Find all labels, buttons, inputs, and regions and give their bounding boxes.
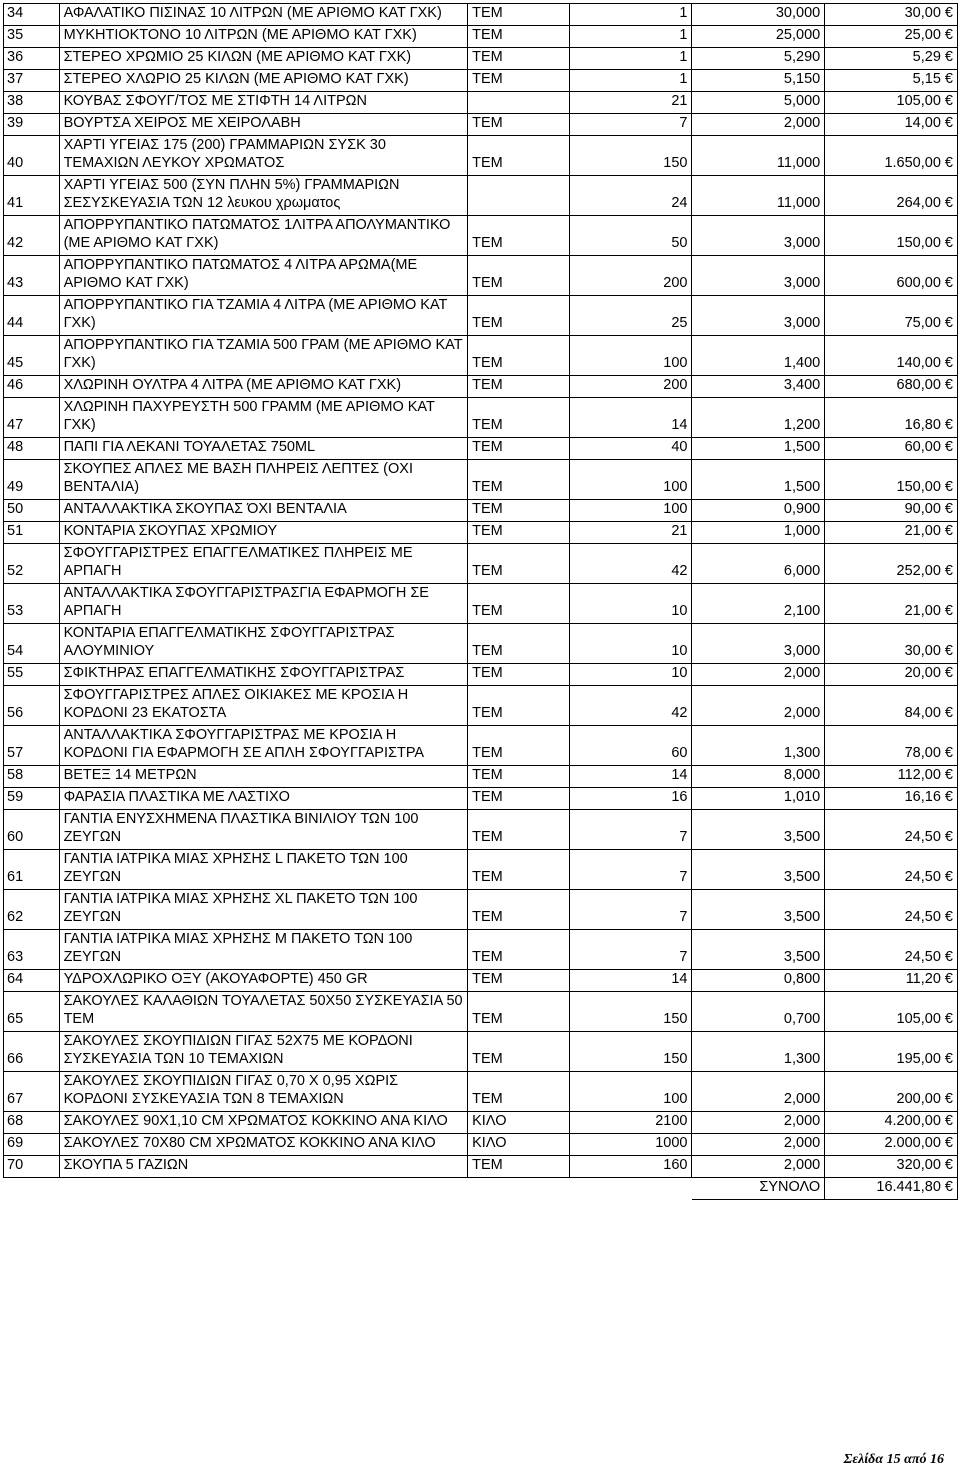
item-quantity: 10 bbox=[570, 664, 692, 686]
item-quantity: 100 bbox=[570, 460, 692, 500]
table-row bbox=[4, 664, 958, 686]
table-row bbox=[4, 890, 958, 930]
item-unit: ΤΕΜ bbox=[468, 48, 570, 70]
item-description: ΣΚΟΥΠΕΣ ΑΠΛΕΣ ΜΕ ΒΑΣΗ ΠΛΗΡΕΙΣ ΛΕΠΤΕΣ (ΟΧΙ ΒΕΝΤΑΛΙΑ) bbox=[59, 460, 468, 500]
item-quantity: 21 bbox=[570, 92, 692, 114]
item-total: 84,00 € bbox=[825, 686, 958, 726]
item-unit-price: 2,100 bbox=[692, 584, 825, 624]
table-row bbox=[4, 398, 958, 438]
table-row bbox=[4, 216, 958, 256]
item-description: ΣΦΟΥΓΓΑΡΙΣΤΡΕΣ ΑΠΛΕΣ ΟΙΚΙΑΚΕΣ ΜΕ ΚΡΟΣΙΑ Η ΚΟΡΔΟΝΙ 23 ΕΚΑΤΟΣΤΑ bbox=[59, 686, 468, 726]
item-description: ΑΝΤΑΛΛΑΚΤΙΚΑ ΣΦΟΥΓΓΑΡΙΣΤΡΑΣΓΙΑ ΕΦΑΡΜΟΓΗ ΣΕ ΑΡΠΑΓΗ bbox=[59, 584, 468, 624]
table-row bbox=[4, 522, 958, 544]
item-unit: ΤΕΜ bbox=[468, 376, 570, 398]
item-description: ΣΑΚΟΥΛΕΣ ΚΑΛΑΘΙΩΝ ΤΟΥΑΛΕΤΑΣ 50Χ50 ΣΥΣΚΕΥΑΣΙΑ 50 ΤΕΜ bbox=[59, 992, 468, 1032]
item-description: ΣΑΚΟΥΛΕΣ 70Χ80 CM ΧΡΩΜΑΤΟΣ ΚΟΚΚΙΝΟ ΑΝΑ ΚΙΛΟ bbox=[59, 1134, 468, 1156]
item-description: ΒΕΤΕΞ 14 ΜΕΤΡΩΝ bbox=[59, 766, 468, 788]
item-unit: ΤΕΜ bbox=[468, 930, 570, 970]
item-description: ΑΠΟΡΡΥΠΑΝΤΙΚΟ ΓΙΑ ΤΖΑΜΙΑ 4 ΛΙΤΡΑ (ΜΕ ΑΡΙΘΜΟ ΚΑΤ ΓΧΚ) bbox=[59, 296, 468, 336]
table-row bbox=[4, 970, 958, 992]
table-row bbox=[4, 584, 958, 624]
item-number: 44 bbox=[4, 296, 60, 336]
item-description: ΦΑΡΑΣΙΑ ΠΛΑΣΤΙΚΑ ΜΕ ΛΑΣΤΙΧΟ bbox=[59, 788, 468, 810]
table-row bbox=[4, 788, 958, 810]
item-unit-price: 1,200 bbox=[692, 398, 825, 438]
item-description: ΑΠΟΡΡΥΠΑΝΤΙΚΟ ΠΑΤΩΜΑΤΟΣ 1ΛΙΤΡΑ ΑΠΟΛΥΜΑΝΤΙΚΟ (ΜΕ ΑΡΙΘΜΟ ΚΑΤ ΓΧΚ) bbox=[59, 216, 468, 256]
item-number: 43 bbox=[4, 256, 60, 296]
item-number: 35 bbox=[4, 26, 60, 48]
item-number: 50 bbox=[4, 500, 60, 522]
table-row bbox=[4, 1112, 958, 1134]
item-number: 55 bbox=[4, 664, 60, 686]
item-quantity: 10 bbox=[570, 624, 692, 664]
item-unit: ΤΕΜ bbox=[468, 788, 570, 810]
item-description: ΥΔΡΟΧΛΩΡΙΚΟ ΟΞΥ (ΑΚΟΥΑΦΟΡΤΕ) 450 GR bbox=[59, 970, 468, 992]
item-quantity: 150 bbox=[570, 136, 692, 176]
item-unit: ΤΕΜ bbox=[468, 726, 570, 766]
item-description: ΣΑΚΟΥΛΕΣ 90Χ1,10 CM ΧΡΩΜΑΤΟΣ ΚΟΚΚΙΝΟ ΑΝΑ ΚΙΛΟ bbox=[59, 1112, 468, 1134]
item-quantity: 24 bbox=[570, 176, 692, 216]
item-unit: ΤΕΜ bbox=[468, 70, 570, 92]
item-quantity: 14 bbox=[570, 766, 692, 788]
item-total: 2.000,00 € bbox=[825, 1134, 958, 1156]
item-description: ΣΦΙΚΤΗΡΑΣ ΕΠΑΓΓΕΛΜΑΤΙΚΗΣ ΣΦΟΥΓΓΑΡΙΣΤΡΑΣ bbox=[59, 664, 468, 686]
item-unit-price: 2,000 bbox=[692, 664, 825, 686]
item-total: 16,16 € bbox=[825, 788, 958, 810]
item-quantity: 10 bbox=[570, 584, 692, 624]
item-description: ΜΥΚΗΤΙΟΚΤΟΝΟ 10 ΛΙΤΡΩΝ (ΜΕ ΑΡΙΘΜΟ ΚΑΤ ΓΧΚ) bbox=[59, 26, 468, 48]
item-unit-price: 1,400 bbox=[692, 336, 825, 376]
item-unit: ΤΕΜ bbox=[468, 296, 570, 336]
item-quantity: 1 bbox=[570, 70, 692, 92]
table-row bbox=[4, 500, 958, 522]
item-total: 150,00 € bbox=[825, 216, 958, 256]
item-number: 34 bbox=[4, 4, 60, 26]
item-total: 24,50 € bbox=[825, 930, 958, 970]
item-unit: ΤΕΜ bbox=[468, 1156, 570, 1178]
item-unit: ΤΕΜ bbox=[468, 398, 570, 438]
item-number: 63 bbox=[4, 930, 60, 970]
item-number: 56 bbox=[4, 686, 60, 726]
item-total: 5,15 € bbox=[825, 70, 958, 92]
item-number: 54 bbox=[4, 624, 60, 664]
item-quantity: 1 bbox=[570, 4, 692, 26]
item-unit-price: 6,000 bbox=[692, 544, 825, 584]
item-quantity: 7 bbox=[570, 850, 692, 890]
total-value: 16.441,80 € bbox=[825, 1178, 958, 1200]
item-number: 46 bbox=[4, 376, 60, 398]
table-row bbox=[4, 336, 958, 376]
table-row bbox=[4, 438, 958, 460]
item-total: 90,00 € bbox=[825, 500, 958, 522]
item-number: 48 bbox=[4, 438, 60, 460]
item-unit: ΤΕΜ bbox=[468, 256, 570, 296]
item-description: ΑΠΟΡΡΥΠΑΝΤΙΚΟ ΓΙΑ ΤΖΑΜΙΑ 500 ΓΡΑΜ (ΜΕ ΑΡΙΘΜΟ ΚΑΤ ΓΧΚ) bbox=[59, 336, 468, 376]
item-quantity: 200 bbox=[570, 256, 692, 296]
item-unit-price: 3,500 bbox=[692, 930, 825, 970]
item-number: 51 bbox=[4, 522, 60, 544]
item-description: ΣΤΕΡΕΟ ΧΛΩΡΙΟ 25 ΚΙΛΩΝ (ΜΕ ΑΡΙΘΜΟ ΚΑΤ ΓΧΚ) bbox=[59, 70, 468, 92]
item-unit-price: 2,000 bbox=[692, 114, 825, 136]
item-total: 150,00 € bbox=[825, 460, 958, 500]
item-unit: ΤΕΜ bbox=[468, 992, 570, 1032]
item-total: 16,80 € bbox=[825, 398, 958, 438]
item-number: 68 bbox=[4, 1112, 60, 1134]
item-number: 70 bbox=[4, 1156, 60, 1178]
item-quantity: 200 bbox=[570, 376, 692, 398]
table-row bbox=[4, 296, 958, 336]
item-unit-price: 3,400 bbox=[692, 376, 825, 398]
item-unit: ΤΕΜ bbox=[468, 216, 570, 256]
item-unit: ΤΕΜ bbox=[468, 970, 570, 992]
item-unit-price: 3,000 bbox=[692, 296, 825, 336]
table-row bbox=[4, 1072, 958, 1112]
item-total: 320,00 € bbox=[825, 1156, 958, 1178]
item-unit-price: 2,000 bbox=[692, 1156, 825, 1178]
item-description: ΓΑΝΤΙΑ ΕΝΥΣΧΗΜΕΝΑ ΠΛΑΣΤΙΚΑ ΒΙΝΙΛΙΟΥ ΤΩΝ 100 ΖΕΥΓΩΝ bbox=[59, 810, 468, 850]
item-unit: ΤΕΜ bbox=[468, 664, 570, 686]
table-row bbox=[4, 376, 958, 398]
item-quantity: 25 bbox=[570, 296, 692, 336]
item-quantity: 100 bbox=[570, 336, 692, 376]
table-row bbox=[4, 256, 958, 296]
item-number: 42 bbox=[4, 216, 60, 256]
item-total: 24,50 € bbox=[825, 810, 958, 850]
item-unit-price: 8,000 bbox=[692, 766, 825, 788]
item-unit bbox=[468, 176, 570, 216]
item-description: ΣΑΚΟΥΛΕΣ ΣΚΟΥΠΙΔΙΩΝ ΓΙΓΑΣ 0,70 Χ 0,95 ΧΩΡΙΣ ΚΟΡΔΟΝΙ ΣΥΣΚΕΥΑΣΙΑ ΤΩΝ 8 ΤΕΜΑΧΙΩΝ bbox=[59, 1072, 468, 1112]
item-total: 5,29 € bbox=[825, 48, 958, 70]
item-unit: ΤΕΜ bbox=[468, 114, 570, 136]
item-quantity: 150 bbox=[570, 1032, 692, 1072]
item-number: 40 bbox=[4, 136, 60, 176]
item-unit: ΤΕΜ bbox=[468, 766, 570, 788]
item-unit-price: 3,500 bbox=[692, 890, 825, 930]
table-row bbox=[4, 1156, 958, 1178]
item-unit-price: 2,000 bbox=[692, 1072, 825, 1112]
item-number: 41 bbox=[4, 176, 60, 216]
item-unit-price: 2,000 bbox=[692, 1134, 825, 1156]
items-table-body bbox=[4, 4, 958, 1178]
item-total: 680,00 € bbox=[825, 376, 958, 398]
item-unit: ΤΕΜ bbox=[468, 522, 570, 544]
item-total: 14,00 € bbox=[825, 114, 958, 136]
item-number: 57 bbox=[4, 726, 60, 766]
page-number: Σελίδα 15 από 16 bbox=[843, 1452, 944, 1467]
item-total: 21,00 € bbox=[825, 584, 958, 624]
item-unit-price: 3,500 bbox=[692, 850, 825, 890]
item-unit: ΚΙΛΟ bbox=[468, 1134, 570, 1156]
table-row bbox=[4, 136, 958, 176]
item-unit: ΤΕΜ bbox=[468, 850, 570, 890]
item-quantity: 16 bbox=[570, 788, 692, 810]
item-description: ΒΟΥΡΤΣΑ ΧΕΙΡΟΣ ΜΕ ΧΕΙΡΟΛΑΒΗ bbox=[59, 114, 468, 136]
item-unit-price: 30,000 bbox=[692, 4, 825, 26]
item-description: ΑΠΟΡΡΥΠΑΝΤΙΚΟ ΠΑΤΩΜΑΤΟΣ 4 ΛΙΤΡΑ ΑΡΩΜΑ(ΜΕ ΑΡΙΘΜΟ ΚΑΤ ΓΧΚ) bbox=[59, 256, 468, 296]
item-description: ΑΦΑΛΑΤΙΚΟ ΠΙΣΙΝΑΣ 10 ΛΙΤΡΩΝ (ΜΕ ΑΡΙΘΜΟ ΚΑΤ ΓΧΚ) bbox=[59, 4, 468, 26]
item-description: ΑΝΤΑΛΛΑΚΤΙΚΑ ΣΦΟΥΓΓΑΡΙΣΤΡΑΣ ΜΕ ΚΡΟΣΙΑ Η ΚΟΡΔΟΝΙ ΓΙΑ ΕΦΑΡΜΟΓΗ ΣΕ ΑΠΛΗ ΣΦΟΥΓΓΑΡΙΣΤΡΑ bbox=[59, 726, 468, 766]
item-unit: ΚΙΛΟ bbox=[468, 1112, 570, 1134]
item-number: 66 bbox=[4, 1032, 60, 1072]
item-number: 67 bbox=[4, 1072, 60, 1112]
item-quantity: 7 bbox=[570, 930, 692, 970]
item-description: ΓΑΝΤΙΑ ΙΑΤΡΙΚΑ ΜΙΑΣ ΧΡΗΣΗΣ L ΠΑΚΕΤΟ ΤΩΝ 100 ΖΕΥΓΩΝ bbox=[59, 850, 468, 890]
item-unit: ΤΕΜ bbox=[468, 1032, 570, 1072]
item-description: ΧΛΩΡΙΝΗ ΟΥΛΤΡΑ 4 ΛΙΤΡΑ (ΜΕ ΑΡΙΘΜΟ ΚΑΤ ΓΧΚ) bbox=[59, 376, 468, 398]
item-unit-price: 3,500 bbox=[692, 810, 825, 850]
item-unit-price: 5,290 bbox=[692, 48, 825, 70]
item-total: 24,50 € bbox=[825, 850, 958, 890]
table-row bbox=[4, 850, 958, 890]
item-number: 62 bbox=[4, 890, 60, 930]
table-row bbox=[4, 686, 958, 726]
item-unit: ΤΕΜ bbox=[468, 4, 570, 26]
item-description: ΧΑΡΤΙ ΥΓΕΙΑΣ 175 (200) ΓΡΑΜΜΑΡΙΩΝ ΣΥΣΚ 30 ΤΕΜΑΧΙΩΝ ΛΕΥΚΟΥ ΧΡΩΜΑΤΟΣ bbox=[59, 136, 468, 176]
item-unit: ΤΕΜ bbox=[468, 1072, 570, 1112]
item-unit-price: 0,800 bbox=[692, 970, 825, 992]
item-unit-price: 0,700 bbox=[692, 992, 825, 1032]
item-unit-price: 25,000 bbox=[692, 26, 825, 48]
item-quantity: 1 bbox=[570, 48, 692, 70]
item-total: 140,00 € bbox=[825, 336, 958, 376]
item-unit-price: 2,000 bbox=[692, 686, 825, 726]
item-total: 195,00 € bbox=[825, 1032, 958, 1072]
table-row bbox=[4, 726, 958, 766]
item-unit: ΤΕΜ bbox=[468, 686, 570, 726]
item-unit-price: 1,500 bbox=[692, 460, 825, 500]
item-number: 59 bbox=[4, 788, 60, 810]
items-table bbox=[3, 3, 958, 1200]
item-quantity: 14 bbox=[570, 398, 692, 438]
item-unit: ΤΕΜ bbox=[468, 544, 570, 584]
item-unit: ΤΕΜ bbox=[468, 890, 570, 930]
item-unit-price: 2,000 bbox=[692, 1112, 825, 1134]
item-description: ΓΑΝΤΙΑ ΙΑΤΡΙΚΑ ΜΙΑΣ ΧΡΗΣΗΣ Μ ΠΑΚΕΤΟ ΤΩΝ 100 ΖΕΥΓΩΝ bbox=[59, 930, 468, 970]
item-unit: ΤΕΜ bbox=[468, 624, 570, 664]
item-description: ΠΑΠΙ ΓΙΑ ΛΕΚΑΝΙ ΤΟΥΑΛΕΤΑΣ 750ML bbox=[59, 438, 468, 460]
table-row bbox=[4, 4, 958, 26]
item-quantity: 40 bbox=[570, 438, 692, 460]
item-unit: ΤΕΜ bbox=[468, 336, 570, 376]
table-row bbox=[4, 1134, 958, 1156]
item-description: ΚΟΝΤΑΡΙΑ ΕΠΑΓΓΕΛΜΑΤΙΚΗΣ ΣΦΟΥΓΓΑΡΙΣΤΡΑΣ ΑΛΟΥΜΙΝΙΟΥ bbox=[59, 624, 468, 664]
table-row bbox=[4, 460, 958, 500]
item-total: 1.650,00 € bbox=[825, 136, 958, 176]
item-total: 4.200,00 € bbox=[825, 1112, 958, 1134]
table-row bbox=[4, 48, 958, 70]
item-unit: ΤΕΜ bbox=[468, 460, 570, 500]
item-quantity: 21 bbox=[570, 522, 692, 544]
item-unit-price: 1,000 bbox=[692, 522, 825, 544]
item-quantity: 7 bbox=[570, 114, 692, 136]
item-unit-price: 0,900 bbox=[692, 500, 825, 522]
item-unit: ΤΕΜ bbox=[468, 584, 570, 624]
item-unit-price: 5,150 bbox=[692, 70, 825, 92]
total-label: ΣΥΝΟΛΟ bbox=[692, 1178, 825, 1200]
item-number: 60 bbox=[4, 810, 60, 850]
item-unit: ΤΕΜ bbox=[468, 810, 570, 850]
item-number: 39 bbox=[4, 114, 60, 136]
item-total: 75,00 € bbox=[825, 296, 958, 336]
table-row bbox=[4, 810, 958, 850]
item-total: 264,00 € bbox=[825, 176, 958, 216]
item-quantity: 100 bbox=[570, 1072, 692, 1112]
item-number: 37 bbox=[4, 70, 60, 92]
total-row bbox=[4, 1178, 958, 1200]
table-row bbox=[4, 1032, 958, 1072]
item-description: ΧΑΡΤΙ ΥΓΕΙΑΣ 500 (ΣΥΝ ΠΛΗΝ 5%) ΓΡΑΜΜΑΡΙΩΝ ΣΕΣΥΣΚΕΥΑΣΙΑ ΤΩΝ 12 λευκου χρωματος bbox=[59, 176, 468, 216]
item-quantity: 7 bbox=[570, 890, 692, 930]
item-number: 64 bbox=[4, 970, 60, 992]
item-unit-price: 11,000 bbox=[692, 136, 825, 176]
item-description: ΧΛΩΡΙΝΗ ΠΑΧΥΡΕΥΣΤΗ 500 ΓΡΑΜΜ (ΜΕ ΑΡΙΘΜΟ ΚΑΤ ΓΧΚ) bbox=[59, 398, 468, 438]
item-description: ΣΦΟΥΓΓΑΡΙΣΤΡΕΣ ΕΠΑΓΓΕΛΜΑΤΙΚΕΣ ΠΛΗΡΕΙΣ ΜΕ ΑΡΠΑΓΗ bbox=[59, 544, 468, 584]
item-number: 49 bbox=[4, 460, 60, 500]
item-quantity: 100 bbox=[570, 500, 692, 522]
item-number: 69 bbox=[4, 1134, 60, 1156]
item-unit: ΤΕΜ bbox=[468, 136, 570, 176]
item-quantity: 160 bbox=[570, 1156, 692, 1178]
table-row bbox=[4, 26, 958, 48]
item-description: ΣΚΟΥΠΑ 5 ΓΑΖΙΩΝ bbox=[59, 1156, 468, 1178]
item-number: 36 bbox=[4, 48, 60, 70]
table-row bbox=[4, 92, 958, 114]
item-unit-price: 1,300 bbox=[692, 1032, 825, 1072]
item-quantity: 14 bbox=[570, 970, 692, 992]
item-number: 61 bbox=[4, 850, 60, 890]
item-number: 58 bbox=[4, 766, 60, 788]
item-unit-price: 1,010 bbox=[692, 788, 825, 810]
item-description: ΑΝΤΑΛΛΑΚΤΙΚΑ ΣΚΟΥΠΑΣ ΌΧΙ ΒΕΝΤΑΛΙΑ bbox=[59, 500, 468, 522]
item-description: ΓΑΝΤΙΑ ΙΑΤΡΙΚΑ ΜΙΑΣ ΧΡΗΣΗΣ XL ΠΑΚΕΤΟ ΤΩΝ 100 ΖΕΥΓΩΝ bbox=[59, 890, 468, 930]
table-row bbox=[4, 544, 958, 584]
table-row bbox=[4, 766, 958, 788]
item-number: 47 bbox=[4, 398, 60, 438]
item-unit-price: 5,000 bbox=[692, 92, 825, 114]
item-quantity: 7 bbox=[570, 810, 692, 850]
table-row bbox=[4, 176, 958, 216]
item-quantity: 2100 bbox=[570, 1112, 692, 1134]
item-total: 60,00 € bbox=[825, 438, 958, 460]
item-description: ΣΑΚΟΥΛΕΣ ΣΚΟΥΠΙΔΙΩΝ ΓΙΓΑΣ 52Χ75 ΜΕ ΚΟΡΔΟΝΙ ΣΥΣΚΕΥΑΣΙΑ ΤΩΝ 10 ΤΕΜΑΧΙΩΝ bbox=[59, 1032, 468, 1072]
item-unit-price: 1,500 bbox=[692, 438, 825, 460]
item-number: 65 bbox=[4, 992, 60, 1032]
item-quantity: 42 bbox=[570, 686, 692, 726]
item-unit-price: 11,000 bbox=[692, 176, 825, 216]
table-row bbox=[4, 624, 958, 664]
table-row bbox=[4, 70, 958, 92]
item-total: 105,00 € bbox=[825, 92, 958, 114]
item-total: 30,00 € bbox=[825, 4, 958, 26]
item-total: 600,00 € bbox=[825, 256, 958, 296]
item-total: 20,00 € bbox=[825, 664, 958, 686]
item-unit: ΤΕΜ bbox=[468, 26, 570, 48]
item-total: 21,00 € bbox=[825, 522, 958, 544]
item-number: 38 bbox=[4, 92, 60, 114]
item-total: 252,00 € bbox=[825, 544, 958, 584]
table-row bbox=[4, 114, 958, 136]
item-number: 52 bbox=[4, 544, 60, 584]
item-quantity: 50 bbox=[570, 216, 692, 256]
item-unit-price: 3,000 bbox=[692, 256, 825, 296]
item-description: ΣΤΕΡΕΟ ΧΡΩΜΙΟ 25 ΚΙΛΩΝ (ΜΕ ΑΡΙΘΜΟ ΚΑΤ ΓΧΚ) bbox=[59, 48, 468, 70]
item-total: 112,00 € bbox=[825, 766, 958, 788]
item-total: 24,50 € bbox=[825, 890, 958, 930]
item-quantity: 150 bbox=[570, 992, 692, 1032]
item-number: 45 bbox=[4, 336, 60, 376]
item-unit-price: 1,300 bbox=[692, 726, 825, 766]
item-description: ΚΟΝΤΑΡΙΑ ΣΚΟΥΠΑΣ ΧΡΩΜΙΟΥ bbox=[59, 522, 468, 544]
item-quantity: 1 bbox=[570, 26, 692, 48]
item-total: 78,00 € bbox=[825, 726, 958, 766]
item-unit-price: 3,000 bbox=[692, 216, 825, 256]
table-row bbox=[4, 930, 958, 970]
item-quantity: 42 bbox=[570, 544, 692, 584]
item-number: 53 bbox=[4, 584, 60, 624]
item-total: 105,00 € bbox=[825, 992, 958, 1032]
item-quantity: 60 bbox=[570, 726, 692, 766]
item-description: ΚΟΥΒΑΣ ΣΦΟΥΓ/ΤΟΣ ΜΕ ΣΤΙΦΤΗ 14 ΛΙΤΡΩΝ bbox=[59, 92, 468, 114]
item-unit bbox=[468, 92, 570, 114]
item-total: 30,00 € bbox=[825, 624, 958, 664]
table-row bbox=[4, 992, 958, 1032]
item-unit: ΤΕΜ bbox=[468, 438, 570, 460]
item-unit-price: 3,000 bbox=[692, 624, 825, 664]
item-total: 200,00 € bbox=[825, 1072, 958, 1112]
item-quantity: 1000 bbox=[570, 1134, 692, 1156]
item-total: 25,00 € bbox=[825, 26, 958, 48]
item-total: 11,20 € bbox=[825, 970, 958, 992]
item-unit: ΤΕΜ bbox=[468, 500, 570, 522]
